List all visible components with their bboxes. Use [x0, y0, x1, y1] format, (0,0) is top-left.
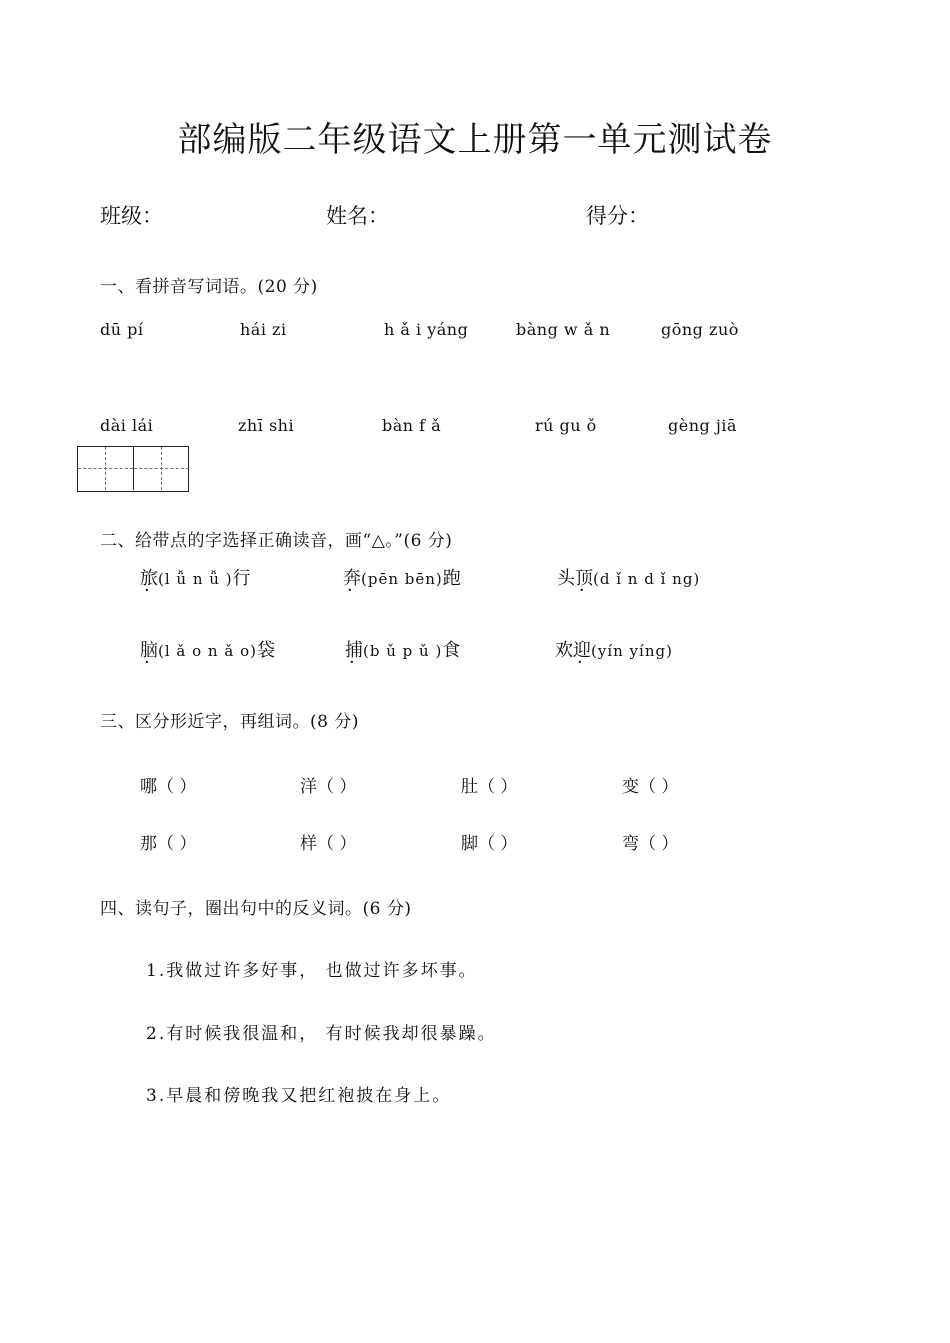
section-1-heading: 一、看拼音写词语。(20 分) [100, 277, 318, 297]
reading-choice-item[interactable]: 捕(b ǔ p ǔ )食 [345, 636, 460, 662]
word-blank[interactable]: 弯（ ） [622, 834, 679, 854]
grid-cell[interactable] [134, 447, 189, 490]
pinyin-options: (pēn bēn) [361, 570, 443, 588]
reading-choice-item[interactable]: 欢迎(yín yíng) [555, 636, 673, 662]
dotted-character: 捕 [345, 640, 363, 661]
pinyin-item: dū pí [100, 320, 144, 339]
dotted-character: 迎 [573, 640, 591, 661]
reading-choice-item[interactable]: 奔(pēn bēn)跑 [343, 564, 461, 590]
pinyin-item: hái zi [240, 320, 287, 339]
section-3-heading: 三、区分形近字，再组词。(8 分) [100, 712, 359, 732]
pinyin-item: dài lái [100, 416, 154, 435]
grid-cell[interactable] [78, 447, 134, 490]
pinyin-options: (l ǚ n ǚ ) [158, 570, 233, 588]
page-title: 部编版二年级语文上册第一单元测试卷 [177, 120, 773, 160]
score-label: 得分： [586, 204, 649, 228]
word-blank[interactable]: 样（ ） [300, 834, 357, 854]
name-label: 姓名： [326, 204, 389, 228]
pinyin-item: gèng jiā [668, 416, 737, 435]
word-blank[interactable]: 那（ ） [140, 834, 197, 854]
word-blank[interactable]: 洋（ ） [300, 777, 357, 797]
reading-choice-item[interactable]: 脑(l ǎ o n ǎ o)袋 [140, 636, 275, 662]
pinyin-item: bàn f ǎ [382, 416, 442, 435]
section-2-heading: 二、给带点的字选择正确读音，画“△。”(6 分) [100, 531, 453, 551]
reading-choice-item[interactable]: 头顶(d ǐ n d ǐ ng) [557, 564, 700, 590]
word-blank[interactable]: 脚（ ） [461, 834, 518, 854]
pinyin-item: gōng zuò [661, 320, 739, 339]
class-label: 班级： [100, 204, 163, 228]
dotted-character: 奔 [343, 568, 361, 589]
dotted-character: 脑 [140, 640, 158, 661]
pinyin-options: (d ǐ n d ǐ ng) [593, 570, 701, 588]
section-4-heading: 四、读句子，圈出句中的反义词。(6 分) [100, 899, 412, 919]
pinyin-item: h ǎ i yáng [384, 320, 469, 339]
pinyin-options: (b ǔ p ǔ ) [363, 642, 443, 660]
pinyin-item: bàng w ǎ n [516, 320, 611, 339]
word-blank[interactable]: 哪（ ） [140, 777, 197, 797]
word-blank[interactable]: 肚（ ） [461, 777, 518, 797]
sentence[interactable]: 3.早晨和傍晚我又把红袍披在身上。 [146, 1086, 452, 1106]
pinyin-options: (l ǎ o n ǎ o) [158, 642, 257, 660]
dotted-character: 顶 [575, 568, 593, 589]
pinyin-item: zhī shi [238, 416, 295, 435]
pinyin-item: rú gu ǒ [535, 416, 597, 435]
word-blank[interactable]: 变（ ） [622, 777, 679, 797]
dotted-character: 旅 [140, 568, 158, 589]
pinyin-options: (yín yíng) [591, 642, 673, 660]
sentence[interactable]: 1.我做过许多好事， 也做过许多坏事。 [146, 961, 478, 981]
reading-choice-item[interactable]: 旅(l ǚ n ǚ )行 [140, 564, 251, 590]
tianzige-writing-grid[interactable] [77, 446, 189, 492]
sentence[interactable]: 2.有时候我很温和， 有时候我却很暴躁。 [146, 1024, 497, 1044]
